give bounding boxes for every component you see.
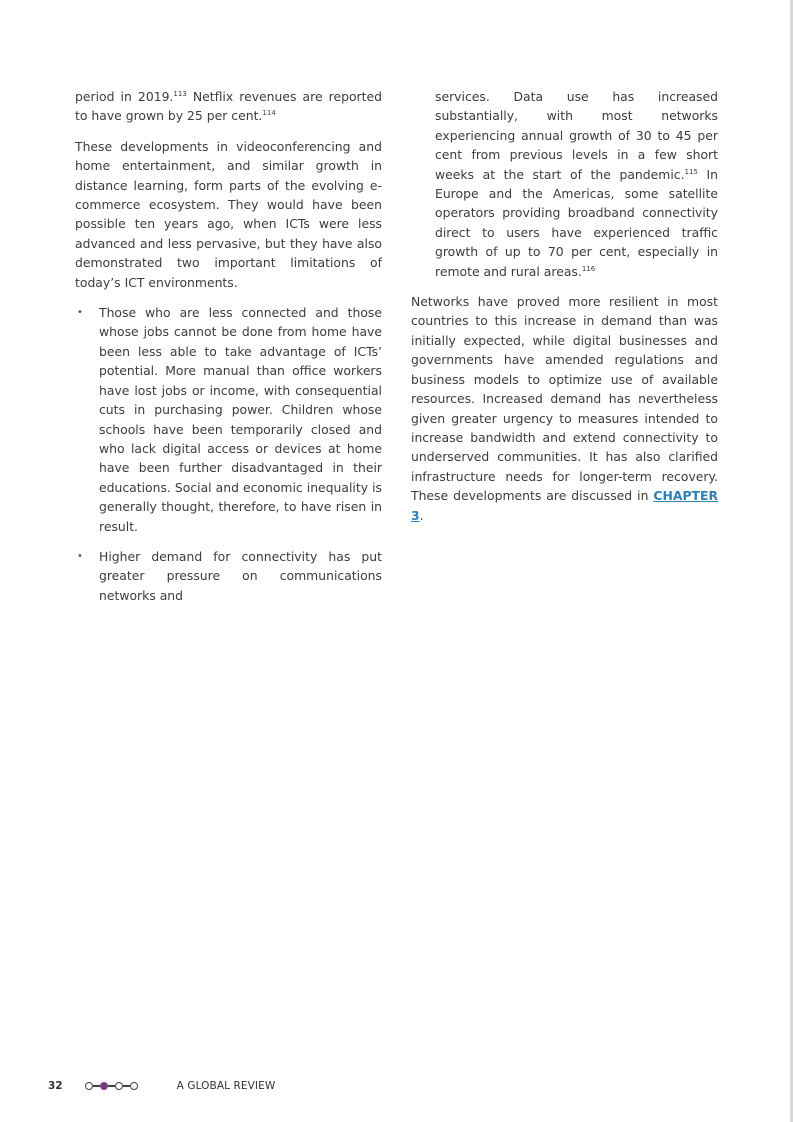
text-run: services. Data use has increased substantially, with most networks experiencing annual growth of 30 to 45 per cent from previous levels in a few short weeks at the start of the pandemic. — [435, 89, 718, 182]
footnote-ref-113[interactable]: 113 — [173, 90, 187, 98]
text-run: . — [419, 507, 424, 523]
section-title: A GLOBAL REVIEW — [176, 1080, 276, 1092]
footnote-ref-114[interactable]: 114 — [262, 109, 276, 118]
text-run: period in 2019. — [75, 89, 174, 104]
text-run: In Europe and the Americas, some satellite operators providing broadband connectivity direct to users have experienced traffic growth of up to 70 per cent, especially in remote and rural areas. — [435, 166, 718, 279]
list-item — [75, 303, 382, 536]
section-progress-icon — [85, 1082, 138, 1090]
list-item-text: Those who are less connected and those whose jobs cannot be done from home have been less able to take advantage of ICTs’ potential. More manual than office workers have lost jobs or income, with consequential cuts in purchasing power. Children whose schools have been temporarily closed and who lack digital access or devices at home have been further disadvantaged in their educations. Social and economic inequality is generally thought, therefore, to have risen in result. — [99, 305, 382, 534]
bullet-icon: • — [77, 550, 83, 562]
progress-node-active — [100, 1082, 108, 1090]
progress-connector — [123, 1085, 130, 1086]
list-item — [75, 547, 382, 605]
page-footer — [48, 1077, 275, 1095]
paragraph-netflix — [75, 87, 382, 126]
footnote-ref-116[interactable]: 116 — [581, 264, 596, 273]
progress-node — [130, 1082, 138, 1090]
right-column — [411, 87, 718, 536]
progress-connector — [93, 1085, 100, 1086]
bullet-icon: • — [77, 307, 83, 319]
paragraph-networks-resilient — [411, 292, 718, 525]
text-run: Netflix revenues are reported to have grown by 25 per cent. — [75, 89, 382, 124]
progress-connector — [108, 1085, 115, 1086]
text-run: Networks have proved more resilient in most countries to this increase in demand than was initially expected, while digital businesses and governments have amended regulations and business models to optimize use of available resources. Increased demand has nevertheless given greater urgency to measures intended to increase bandwidth and extend connectivity to underserved communities. It has also clarified infrastructure needs for longer-term recovery. These developments are discussed in — [411, 294, 718, 504]
limitations-list — [75, 303, 382, 605]
list-item-text: Higher demand for connectivity has put greater pressure on communications networks and — [99, 548, 382, 603]
progress-node — [115, 1082, 123, 1090]
chapter-3-link[interactable]: CHAPTER 3 — [411, 488, 718, 523]
paragraph-developments: These developments in videoconferencing and home entertainment, and similar growth in distance learning, form parts of the evolving e-commerce ecosystem. They would have been possible ten years ago, when ICTs were less advanced and less pervasive, but they have also demonstrated two important limitations of today’s ICT environments. — [75, 138, 382, 290]
progress-node — [85, 1082, 93, 1090]
bullet-continuation — [411, 87, 718, 281]
left-column — [75, 87, 382, 616]
page-number: 32 — [48, 1080, 63, 1092]
footnote-ref-115[interactable]: 115 — [684, 167, 698, 176]
